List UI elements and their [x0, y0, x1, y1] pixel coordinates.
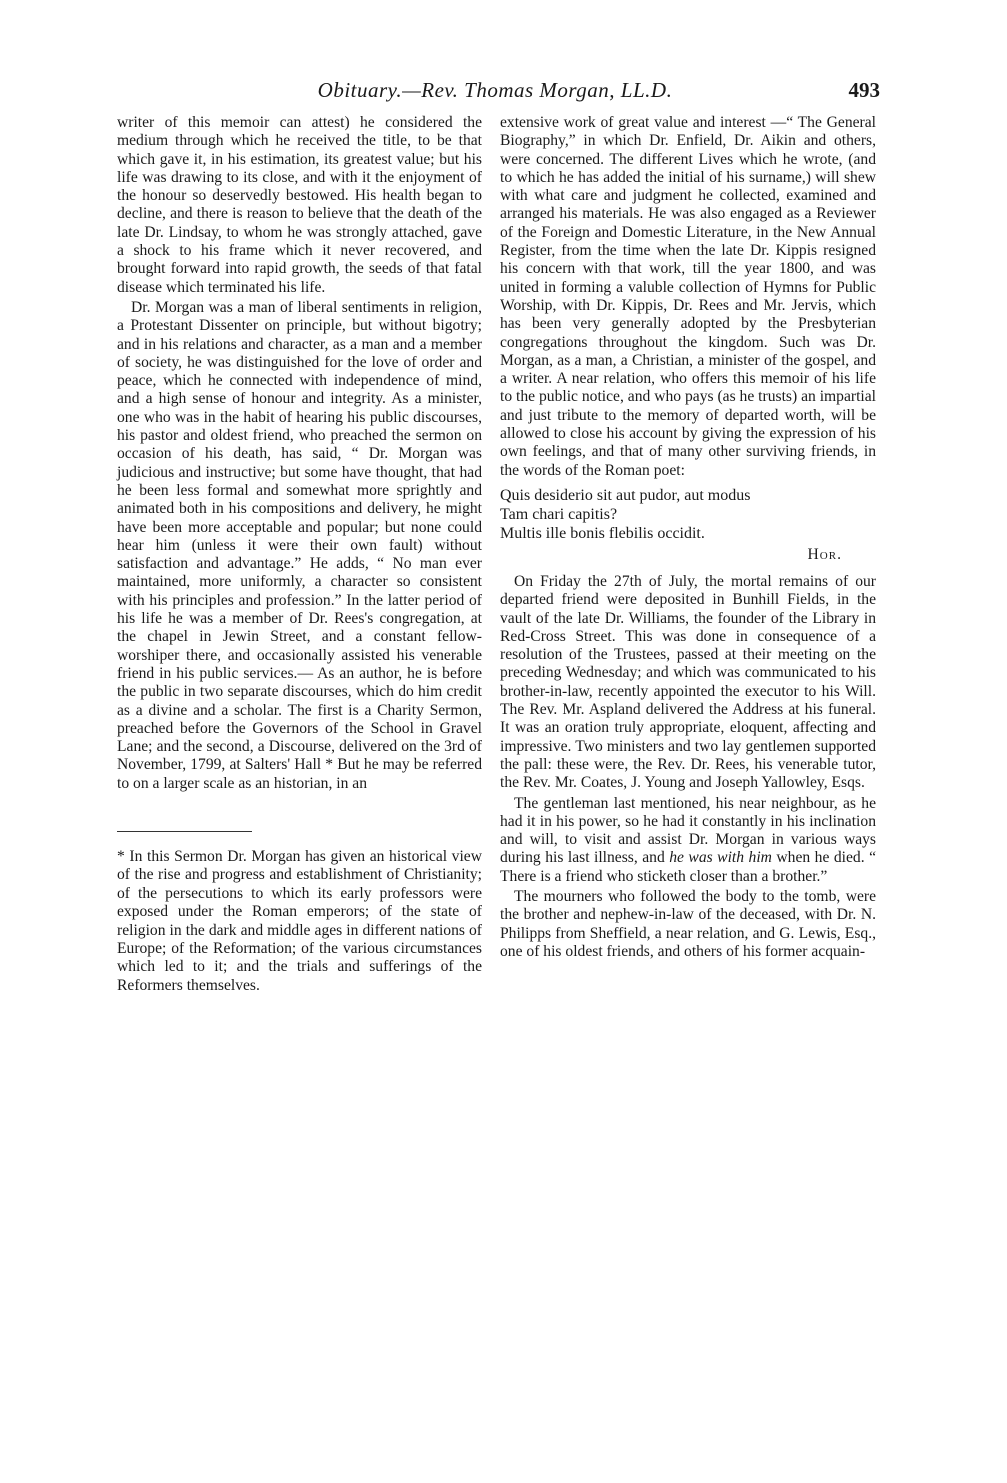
running-head: [110, 78, 880, 108]
footnote: * In this Sermon Dr. Morgan has given an historical view of the rise and progress and establishment of Christianity; of the persecutions to which its early professors were exposed under the Roman emperors; of the state of religion in the dark and middle ages in different nations of Europe; of the Reformation; of the various circumstances which led to it; and the trials and sufferings of the Reformers themselves.: [117, 847, 482, 994]
left-paragraph-2: Dr. Morgan was a man of liberal sentiments in religion, a Protestant Dissenter on principle, but without bigotry; and in his relations and character, as a man and a member of society, he was distinguished for the love of order and peace, which he connected with independence of mind, and a high sense of honour and integrity. As a minister, one who was in the habit of hearing his public discourses, his pastor and oldest friend, who preached the sermon on occasion of his death, has said, “ Dr. Morgan was judicious and instructive; but some have thought, that had he been less formal and somewhat more sprightly and animated both in his compositions and delivery, he might have been more acceptable and popular; but none could hear him (unless it were their own fault) without satisfaction and advantage.” He adds, “ No man ever maintained, more uniformly, a character so consistent with his principles and profession.” In the latter period of his life he was a member of Dr. Rees's congregation, at the chapel in Jewin Street, and a constant fellow-worshiper there, and occasionally assisted his venerable friend in his public services.— As an author, he is before the public in two separate discourses, which do him credit as a divine and a scholar. The first is a Charity Sermon, preached before the Governors of the School in Gravel Lane; and the second, a Discourse, delivered on the 3rd of November, 1799, at Salters' Hall * But he may be referred to on a larger scale as an historian, in an: [117, 298, 482, 792]
latin-verse: [500, 486, 876, 565]
right-column: [500, 114, 876, 961]
right-paragraph-1: extensive work of great value and interest —“ The General Biography,” in which Dr. Enfield, Dr. Aikin and others, were concerned. The different Lives which he wrote, (and to which he has added the initial of his surname,) will shew with what care and judgment he collected, examined and arranged his materials. He was also engaged as a Reviewer of the Foreign and Domestic Literature, in the New Annual Register, from the time when the late Dr. Kippis resigned his concern with that work, till the year 1800, and was united in forming a valuble collection of Hymns for Public Worship, with Dr. Kippis, Dr. Rees and Mr. Jervis, which has been very generally adopted by the Presbyterian congregations throughout the kingdom. Such was Dr. Morgan, as a man, a Christian, a minister of the gospel, and a writer. A near relation, who offers this memoir of his life to the public notice, and who pays (as he trusts) an impartial and just tribute to the memory of departed worth, will be allowed to close his account by giving the expression of his own feelings, and that of many other surviving friends, in the words of the Roman poet:: [500, 114, 876, 479]
left-column: [117, 114, 482, 995]
verse-line: Tam chari capitis?: [500, 505, 618, 523]
right-paragraph-3-start: The gentleman last mentioned, his near neighbour, as he had it in his power, so he had it constantly in his inclination and will, to visit and assist Dr. Morgan in various ways during his last illness, and: [500, 794, 876, 867]
verse-line: Quis desiderio sit aut pudor, aut modus: [500, 486, 751, 504]
verse-author: Hor.: [807, 545, 842, 563]
verse-line: Multis ille bonis flebilis occidit.: [500, 524, 705, 542]
right-paragraph-3-end: when he died. “ There is a friend who sticketh closer than a brother.”: [500, 849, 877, 885]
right-paragraph-3: [500, 795, 876, 886]
right-paragraph-4: The mourners who followed the body to the tomb, were the brother and nephew-in-law of the deceased, with Dr. N. Philipps from Sheffield, a near relation, and G. Lewis, Esq., one of his oldest friends, and others of his former acquain-: [500, 887, 876, 960]
running-title: Obituary.—Rev. Thomas Morgan, LL.D.: [317, 78, 673, 102]
right-paragraph-2: On Friday the 27th of July, the mortal remains of our departed friend were deposited in Bunhill Fields, in the vault of the late Dr. Williams, the founder of the Library in Red-Cross Street. This was done in consequence of a resolution of the Trustees, passed at their meeting on the preceding Wednesday; and which was communicated to his brother-in-law, recently appointed the executor to his Will. The Rev. Mr. Aspland delivered the Address at his funeral. It was an oration truly appropriate, eloquent, affecting and impressive. Two ministers and two lay gentlemen supported the pall: these were, the Rev. Dr. Rees, his venerable tutor, the Rev. Mr. Coates, J. Young and Joseph Yallowley, Esqs.: [500, 572, 876, 792]
left-paragraph-1: writer of this memoir can attest) he considered the medium through which he received the title, to be that which gave it, in his estimation, its greatest value; but his life was drawing to its close, and with it the enjoyment of the honour so deservedly bestowed. His health began to decline, and there is reason to believe that the death of the late Dr. Lindsay, to whom he was strongly attached, gave a shock to his frame which it never recovered, and brought forward into rapid growth, the seeds of that fatal disease which terminated his life.: [117, 114, 482, 296]
right-paragraph-3-italic: he was with him: [669, 849, 772, 867]
page-number: 493: [848, 78, 880, 102]
footnote-divider: [117, 831, 252, 832]
